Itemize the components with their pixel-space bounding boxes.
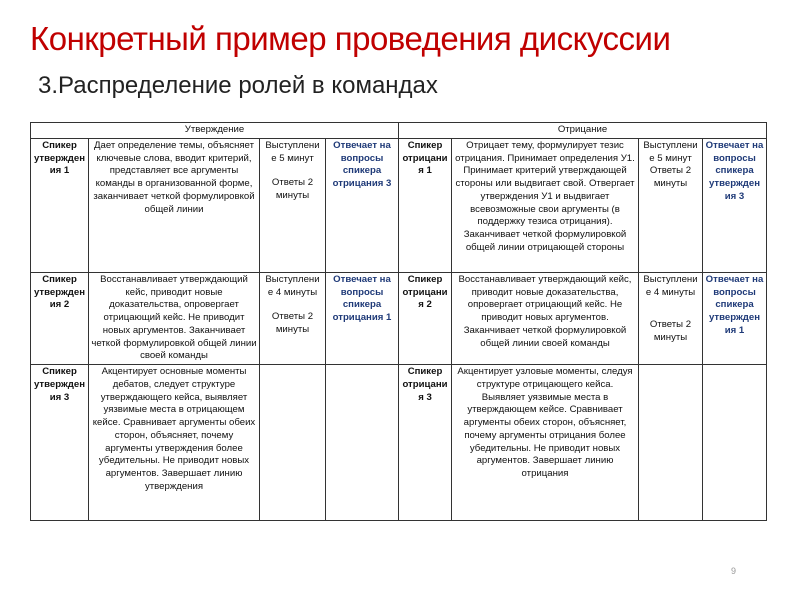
aff-time-cell — [260, 365, 326, 521]
neg-role-cell: Спикер отрицани я 3 — [399, 365, 452, 521]
neg-desc-cell: Восстанавливает утверждающий кейс, приводит новые доказательства, опровергает отрицающий кейс. Не приводит новых аргументов. Заканчивает четкой формулировкой общей линии своей команды — [452, 272, 639, 364]
table-row — [31, 365, 767, 521]
neg-time-cell — [639, 272, 703, 364]
neg-role-cell: Спикер отрицани я 2 — [399, 272, 452, 364]
aff-desc-cell: Восстанавливает утверждающий кейс, приводит новые доказательства, опровергает отрицающий кейс. Не приводит новых аргументов. Заканчивает четкой формулировкой общей линии своей команды — [89, 272, 260, 364]
aff-role-cell: Спикер утвержден ия 2 — [31, 272, 89, 364]
neg-speech-time: Выступлени е 4 минуты — [643, 273, 698, 298]
neg-desc-cell: Отрицает тему, формулирует тезис отрицания. Принимает определения У1. Принимает критерий утверждающей стороны или выдвигает свой. Отвергает утверждения У1 и выдвигает всевозможные свои аргументы (в поддержку тезиса отрицания). Заканчивает четкой формулировкой общей линии отрицающей стороны — [452, 138, 639, 272]
neg-answers-time: Ответы 2 минуты — [649, 165, 692, 189]
aff-answers-cell: Отвечает на вопросы спикера отрицания 3 — [326, 138, 399, 272]
aff-speech-time: Выступлени е 5 минут — [265, 139, 320, 164]
aff-time-cell — [260, 272, 326, 364]
neg-answers-time: Ответы 2 минуты — [649, 319, 692, 343]
aff-answers-cell: Отвечает на вопросы спикера отрицания 1 — [326, 272, 399, 364]
neg-time-cell — [639, 365, 703, 521]
page-number: 9 — [731, 566, 737, 576]
roles-table — [30, 122, 767, 521]
neg-desc-cell: Акцентирует узловые моменты, следуя структуре отрицающего кейса. Выявляет уязвимые места в утверждающем кейсе. Сравнивает аргументы обеих сторон, объясняет, почему аргументы отрицания более убедительны. Не приводит новых аргументов. Завершает линию отрицания — [452, 365, 639, 521]
neg-role-cell: Спикер отрицани я 1 — [399, 138, 452, 272]
neg-answers-cell: Отвечает на вопросы спикера утвержден ия 3 — [703, 138, 767, 272]
aff-answers-time: Ответы 2 минуты — [271, 311, 314, 335]
aff-desc-cell: Акцентирует основные моменты дебатов, следует структуре утверждающего кейса, выявляет уязвимые места в отрицающем кейсе. Сравнивает аргументы обеих сторон, объясняет, почему аргументы утверждения более убедительны. Не приводит новых аргументов. Завершает линию утверждения — [89, 365, 260, 521]
neg-answers-cell — [703, 365, 767, 521]
slide-subtitle: 3.Распределение ролей в командах — [38, 72, 438, 99]
aff-role-cell: Спикер утвержден ия 1 — [31, 138, 89, 272]
table-row — [31, 272, 767, 364]
aff-speech-time: Выступлени е 4 минуты — [265, 273, 320, 298]
slide-title: Конкретный пример проведения дискуссии — [30, 20, 671, 57]
table-row — [31, 138, 767, 272]
neg-time-cell — [639, 138, 703, 272]
header-affirmation: Утверждение — [31, 123, 399, 139]
aff-answers-time: Ответы 2 минуты — [271, 177, 314, 201]
table-header-row — [31, 123, 767, 139]
header-negation: Отрицание — [399, 123, 767, 139]
neg-answers-cell: Отвечает на вопросы спикера утвержден ия 1 — [703, 272, 767, 364]
aff-answers-cell — [326, 365, 399, 521]
aff-role-cell: Спикер утвержден ия 3 — [31, 365, 89, 521]
neg-speech-time: Выступлени е 5 минут — [643, 139, 698, 164]
aff-time-cell — [260, 138, 326, 272]
aff-desc-cell: Дает определение темы, объясняет ключевые слова, вводит критерий, представляет все аргументы команды в организованной форме, заканчивает четкой формулировкой общей линии — [89, 138, 260, 272]
